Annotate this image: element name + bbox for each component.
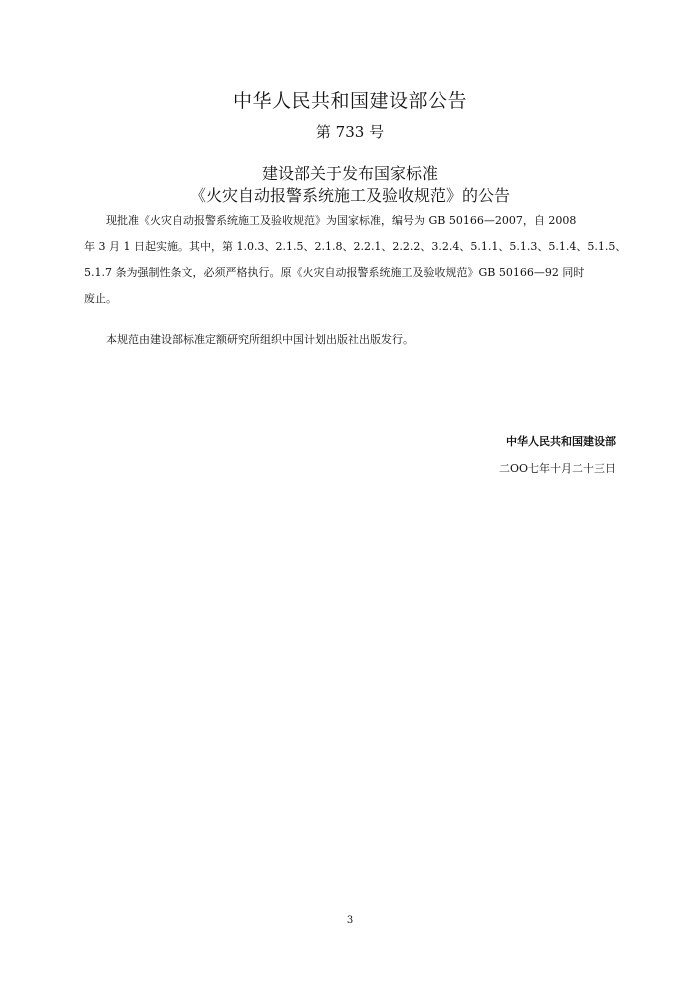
paragraph-1-line: 5.1.7 条为强制性条文，必须严格执行。原《火灾自动报警系统施工及验收规范》GB 50166—92 同时 — [84, 266, 585, 279]
paragraph-1-line: 废止。 — [84, 292, 117, 305]
subtitle-line-1: 建设部关于发布国家标准 — [261, 164, 438, 183]
signature-date: 二OO七年十月二十三日 — [498, 462, 616, 475]
paragraph-1-line: 年 3 月 1 日起实施。其中，第 1.0.3、2.1.5、2.1.8、2.2.1、2.2.2、3.2.4、5.1.1、5.1.3、5.1.4、5.1.5、 — [84, 240, 627, 253]
document-title: 中华人民共和国建设部公告 — [232, 90, 467, 112]
signature-organization: 中华人民共和国建设部 — [506, 435, 616, 448]
body-paragraph-1 — [84, 208, 627, 312]
body-paragraph-2: 本规范由建设部标准定额研究所组织中国计划出版社出版发行。 — [106, 333, 414, 346]
page-number: 3 — [346, 915, 354, 926]
announcement-number: 第 733 号 — [315, 123, 385, 141]
paragraph-1-line: 现批准《火灾自动报警系统施工及验收规范》为国家标准，编号为 GB 50166—2007，自 2008 — [106, 214, 577, 227]
subtitle-line-2: 《火灾自动报警系统施工及验收规范》的公告 — [189, 186, 510, 205]
